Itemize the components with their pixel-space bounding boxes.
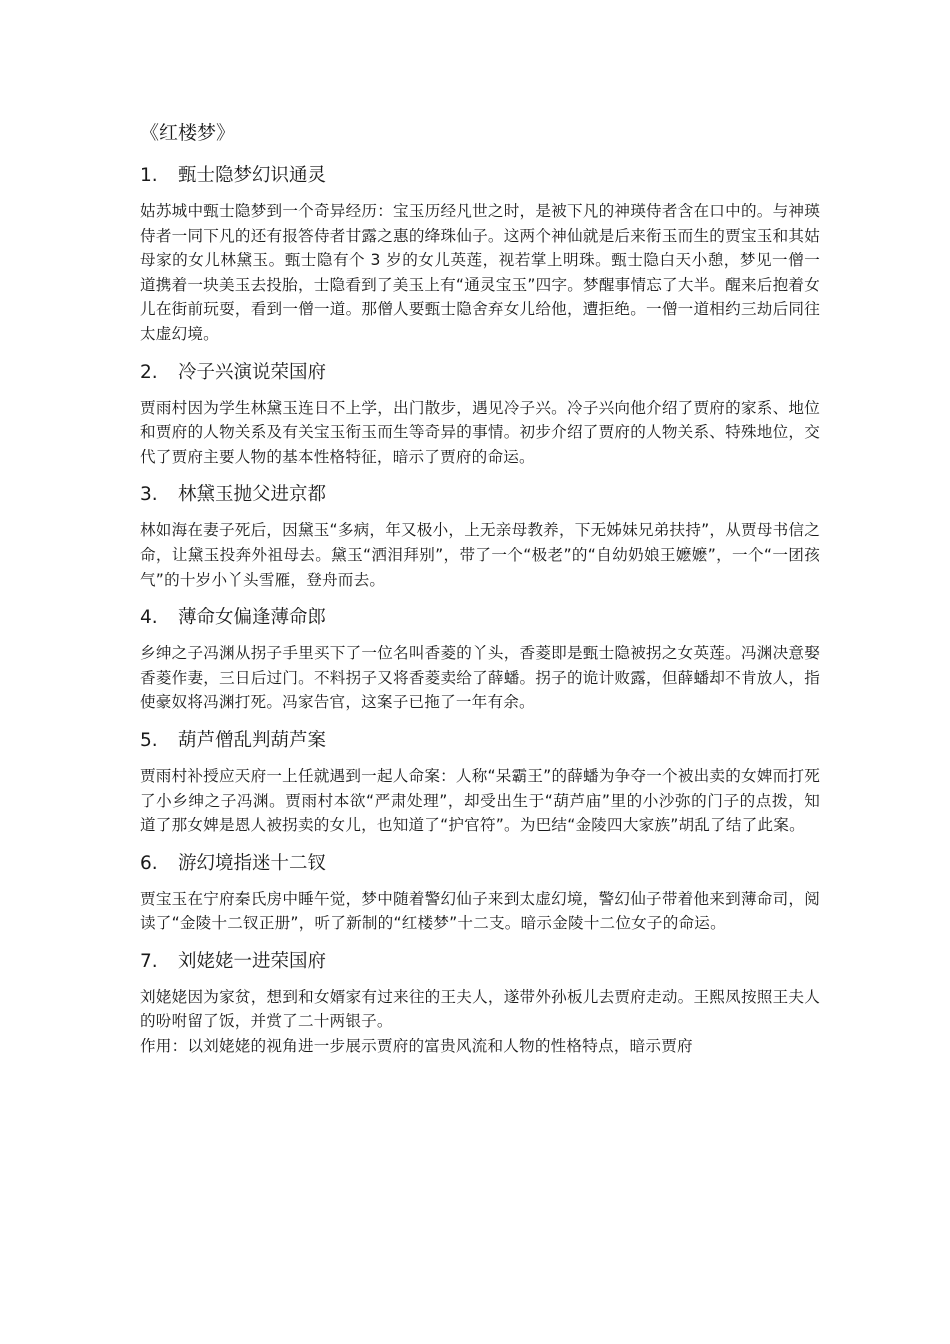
section-heading	[140, 481, 820, 509]
section-paragraph: 贾雨村补授应天府一上任就遇到一起人命案：人称“呆霸王”的薛蟠为争夺一个被出卖的女婢而打死了小乡绅之子冯渊。贾雨村本欲“严肃处理”，却受出生于“葫芦庙”里的小沙弥的门子的点拨，知道了那女婢是恩人被拐卖的女儿，也知道了“护官符”。为巴结“金陵四大家族”胡乱了结了此案。	[140, 766, 820, 835]
section-heading	[140, 948, 820, 976]
section-paragraph: 林如海在妻子死后，因黛玉“多病，年又极小，上无亲母教养，下无姊妹兄弟扶持”，从贾母书信之命，让黛玉投奔外祖母去。黛玉“洒泪拜别”，带了一个“极老”的“自幼奶娘王嬷嬷”，一个“一团孩气”的十岁小丫头雪雁，登舟而去。	[140, 521, 820, 589]
section-title: 薄命女偏逢薄命郎	[178, 607, 327, 629]
section-paragraph: 贾雨村因为学生林黛玉连日不上学，出门散步，遇见冷子兴。冷子兴向他介绍了贾府的家系、地位和贾府的人物关系及有关宝玉衔玉而生等奇异的事情。初步介绍了贾府的人物关系、特殊地位，交代了贾府主要人物的基本性格特征，暗示了贾府的命运。	[140, 398, 820, 466]
section-number: 1.	[140, 165, 158, 186]
section-paragraph: 乡绅之子冯渊从拐子手里买下了一位名叫香菱的丫头，香菱即是甄士隐被拐之女英莲。冯渊决意娶香菱作妻，三日后过门。不料拐子又将香菱卖给了薛蟠。拐子的诡计败露，但薛蟠却不肯放人，指使豪奴将冯渊打死。冯家告官，这案子已拖了一年有余。	[140, 644, 820, 712]
section-number: 2.	[140, 361, 158, 383]
section-2	[140, 359, 820, 470]
section-7	[140, 948, 820, 1059]
section-5	[140, 727, 820, 838]
section-heading	[140, 604, 820, 632]
section-1	[140, 162, 820, 347]
section-6	[140, 850, 820, 936]
section-paragraph: 姑苏城中甄士隐梦到一个奇异经历：宝玉历经凡世之时，是被下凡的神瑛侍者含在口中的。与神瑛侍者一同下凡的还有报答侍者甘露之惠的绛珠仙子。这两个神仙就是后来衔玉而生的贾宝玉和其姑母家的女儿林黛玉。甄士隐有个 3 岁的女儿英莲，视若掌上明珠。甄士隐白天小憩，梦见一僧一道携着一块美玉去投胎，士隐看到了美玉上有“通灵宝玉”四字。梦醒事情忘了大半。醒来后抱着女儿在街前玩耍，看到一僧一道。那僧人要甄士隐舍弃女儿给他，遭拒绝。一僧一道相约三劫后同往太虚幻境。	[140, 202, 820, 343]
section-heading	[140, 359, 820, 387]
section-number: 4.	[140, 607, 158, 629]
section-heading	[140, 727, 820, 755]
section-title: 游幻境指迷十二钗	[178, 852, 327, 874]
section-title: 葫芦僧乱判葫芦案	[178, 729, 327, 751]
section-3	[140, 481, 820, 592]
section-number: 6.	[140, 852, 158, 874]
section-title: 冷子兴演说荣国府	[178, 361, 327, 383]
section-title: 刘姥姥一进荣国府	[178, 950, 327, 972]
section-title: 林黛玉抛父进京都	[178, 484, 327, 506]
section-heading	[140, 162, 820, 190]
section-number: 7.	[140, 950, 158, 972]
section-paragraph: 刘姥姥因为家贫，想到和女婿家有过来往的王夫人，遂带外孙板儿去贾府走动。王熙凤按照王夫人的吩咐留了饭，并赏了二十两银子。	[140, 987, 820, 1031]
document-title: 《红楼梦》	[140, 122, 236, 144]
section-title: 甄士隐梦幻识通灵	[178, 165, 327, 186]
section-heading	[140, 850, 820, 878]
section-paragraph: 贾宝玉在宁府秦氏房中睡午觉，梦中随着警幻仙子来到太虚幻境，警幻仙子带着他来到薄命司，阅读了“金陵十二钗正册”，听了新制的“红楼梦”十二支。暗示金陵十二位女子的命运。	[140, 889, 820, 933]
section-paragraph: 作用：以刘姥姥的视角进一步展示贾府的富贵风流和人物的性格特点，暗示贾府	[140, 1037, 693, 1056]
section-4	[140, 604, 820, 715]
document-page	[140, 118, 820, 1059]
section-number: 5.	[140, 729, 158, 751]
section-number: 3.	[140, 484, 158, 506]
